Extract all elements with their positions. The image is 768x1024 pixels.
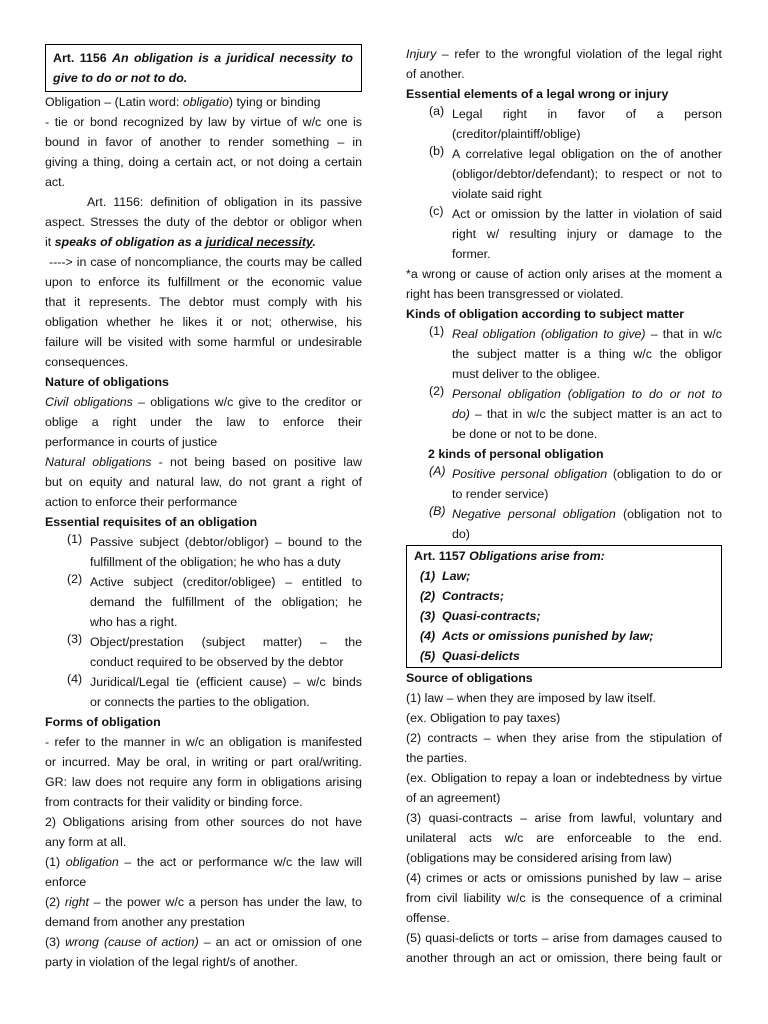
wrong-note-line-1: *a wrong or cause of action only arises at the moment a	[406, 267, 722, 281]
source-line: unilateral acts w/c are enforceable to the end.	[406, 831, 722, 845]
natural-line-3: action to enforce their performance	[45, 495, 238, 509]
natural-line-2: but on equity and natural law, do not grant a right of	[45, 475, 362, 489]
civil-line-1: Civil obligations – obligations w/c give to the creditor or	[45, 395, 362, 409]
noncompliance-line-6: consequences.	[45, 355, 129, 369]
left-column	[45, 44, 362, 972]
art-1157-item: (2) Contracts;	[420, 589, 504, 603]
source-line: offense.	[406, 911, 450, 925]
obligation-def-line-5: act.	[45, 175, 65, 189]
negative-obligation-item: (B) Negative personal obligation (obligation not to do)	[429, 504, 722, 541]
noncompliance-line-1: ----> in case of noncompliance, the courts may be called	[45, 255, 362, 269]
source-line: the parties.	[406, 751, 468, 765]
source-line: from civil liability w/c is the consequence of a criminal	[406, 891, 722, 905]
source-line: (5) quasi-delicts or torts – arise from damages caused to	[406, 931, 722, 945]
term-right-line-2: demand from another any prestation	[45, 915, 245, 929]
requisite-item: (1) Passive subject (debtor/obligor) – bound to the fulfillment of the obligation; he who has a duty	[67, 532, 362, 569]
forms-line-5: 2) Obligations arising from other sources do not have	[45, 815, 362, 829]
art-1157-item: (5) Quasi-delicts	[420, 649, 520, 663]
term-right-line-1: (2) right – the power w/c a person has under the law, to	[45, 895, 362, 909]
forms-line-3: GR: law does not require any form in obligations arising	[45, 775, 362, 789]
obligation-def-line-4: giving a thing, doing a certain act, or not doing a certain	[45, 155, 362, 169]
requisite-item: (2) Active subject (creditor/obligee) – entitled to demand the fulfillment of the obligation; he who has a right.	[67, 572, 362, 629]
obligation-def-line-1: Obligation – (Latin word: obligatio) tying or binding	[45, 95, 321, 109]
personal-obligation-item: (2) Personal obligation (obligation to do or not to do) – that in w/c the subject matter is an act to be done or not to be done.	[429, 384, 722, 441]
real-obligation-item: (1) Real obligation (obligation to give) – that in w/c the subject matter is a thing w/c the obligor must deliver to the obligee.	[429, 324, 723, 381]
noncompliance-line-3: that it represents. The debtor must comply with his	[45, 295, 362, 309]
requisite-item: (4) Juridical/Legal tie (efficient cause) – w/c binds or connects the parties to the obligation.	[67, 672, 362, 709]
positive-obligation-item: (A) Positive personal obligation (obligation to do or to render service)	[429, 464, 722, 501]
requisites-heading: Essential requisites of an obligation	[45, 515, 258, 529]
source-line: of an agreement)	[406, 791, 501, 805]
term-obligation-line-1: (1) obligation – the act or performance w/c the law will	[45, 855, 363, 869]
forms-line-1: - refer to the manner in w/c an obligation is manifested	[45, 735, 362, 749]
art-1157-box	[406, 545, 722, 668]
source-line: (3) quasi-contracts – arise from lawful, voluntary and	[406, 811, 722, 825]
forms-heading: Forms of obligation	[45, 715, 161, 729]
injury-line-1: Injury – refer to the wrongful violation of the legal right	[406, 47, 722, 61]
term-obligation-line-2: enforce	[45, 875, 87, 889]
art-1157-title: Art. 1157 Obligations arise from:	[414, 549, 605, 563]
civil-line-2: oblige a right under the law to enforce their	[45, 415, 362, 429]
forms-line-4: from contracts for their validity or binding force.	[45, 795, 303, 809]
passive-aspect-line-3: it speaks of obligation as a juridical necessity.	[45, 235, 316, 249]
nature-heading: Nature of obligations	[45, 375, 169, 389]
art-1156-line-2: give to do or not to do.	[53, 71, 188, 85]
element-item: (a) Legal right in favor of a person (creditor/plaintiff/oblige)	[429, 104, 722, 141]
forms-line-6: any form at all.	[45, 835, 127, 849]
elements-heading: Essential elements of a legal wrong or injury	[406, 87, 669, 101]
source-line: (ex. Obligation to pay taxes)	[406, 711, 561, 725]
passive-aspect-line-1: Art. 1156: definition of obligation in its passive	[87, 195, 362, 209]
source-line: (2) contracts – when they arise from the stipulation of	[406, 731, 722, 745]
wrong-note-line-2: right has been transgressed or violated.	[406, 287, 624, 301]
art-1157-item: (1) Law;	[420, 569, 471, 583]
source-line: (4) crimes or acts or omissions punished by law – arise	[406, 871, 722, 885]
source-line: another through an act or omission, there being fault or	[406, 951, 722, 965]
term-wrong-line-2: party in violation of the legal right/s of another.	[45, 955, 298, 969]
art-1156-label: Art. 1156	[53, 51, 107, 65]
source-line: (1) law – when they are imposed by law itself.	[406, 691, 656, 705]
noncompliance-line-4: obligation whether he likes it or not; otherwise, his	[45, 315, 362, 329]
source-heading: Source of obligations	[406, 671, 533, 685]
requisite-item: (3) Object/prestation (subject matter) – the conduct required to be observed by the debtor	[67, 632, 362, 669]
kinds-heading: Kinds of obligation according to subject matter	[406, 307, 685, 321]
forms-line-2: or incurred. May be oral, in writing or part oral/writing.	[45, 755, 362, 769]
natural-line-1: Natural obligations - not being based on positive law	[45, 455, 362, 469]
obligation-def-line-3: bound in favor of another to render something – in	[45, 135, 362, 149]
art-1156-box	[45, 44, 362, 92]
passive-aspect-line-2: aspect. Stresses the duty of the debtor or obligor when	[45, 215, 362, 229]
obligation-def-line-2: - tie or bond recognized by law by virtue of w/c one is	[45, 115, 362, 129]
art-1157-item: (3) Quasi-contracts;	[420, 609, 541, 623]
art-1156-text: An obligation is a juridical necessity to	[112, 51, 354, 65]
injury-line-2: of another.	[406, 67, 465, 81]
civil-line-3: performance in courts of justice	[45, 435, 218, 449]
term-wrong-line-1: (3) wrong (cause of action) – an act or omission of one	[45, 935, 363, 949]
art-1156-line-1	[53, 48, 353, 68]
noncompliance-line-5: failure will be visited with some harmful or undesirable	[45, 335, 362, 349]
right-column	[406, 44, 722, 968]
noncompliance-line-2: upon to enforce its fulfillment or the economic value	[45, 275, 362, 289]
source-line: (ex. Obligation to repay a loan or indebtedness by virtue	[406, 771, 722, 785]
two-kinds-heading: 2 kinds of personal obligation	[428, 447, 604, 461]
element-item: (c) Act or omission by the latter in violation of said right w/ resulting injury or damage to the former.	[429, 204, 722, 261]
source-line: (obligations may be considered arising from law)	[406, 851, 672, 865]
element-item: (b) A correlative legal obligation on the of another (obligor/debtor/defendant); to respect or not to violate said right	[429, 144, 722, 201]
art-1157-item: (4) Acts or omissions punished by law;	[420, 629, 654, 643]
